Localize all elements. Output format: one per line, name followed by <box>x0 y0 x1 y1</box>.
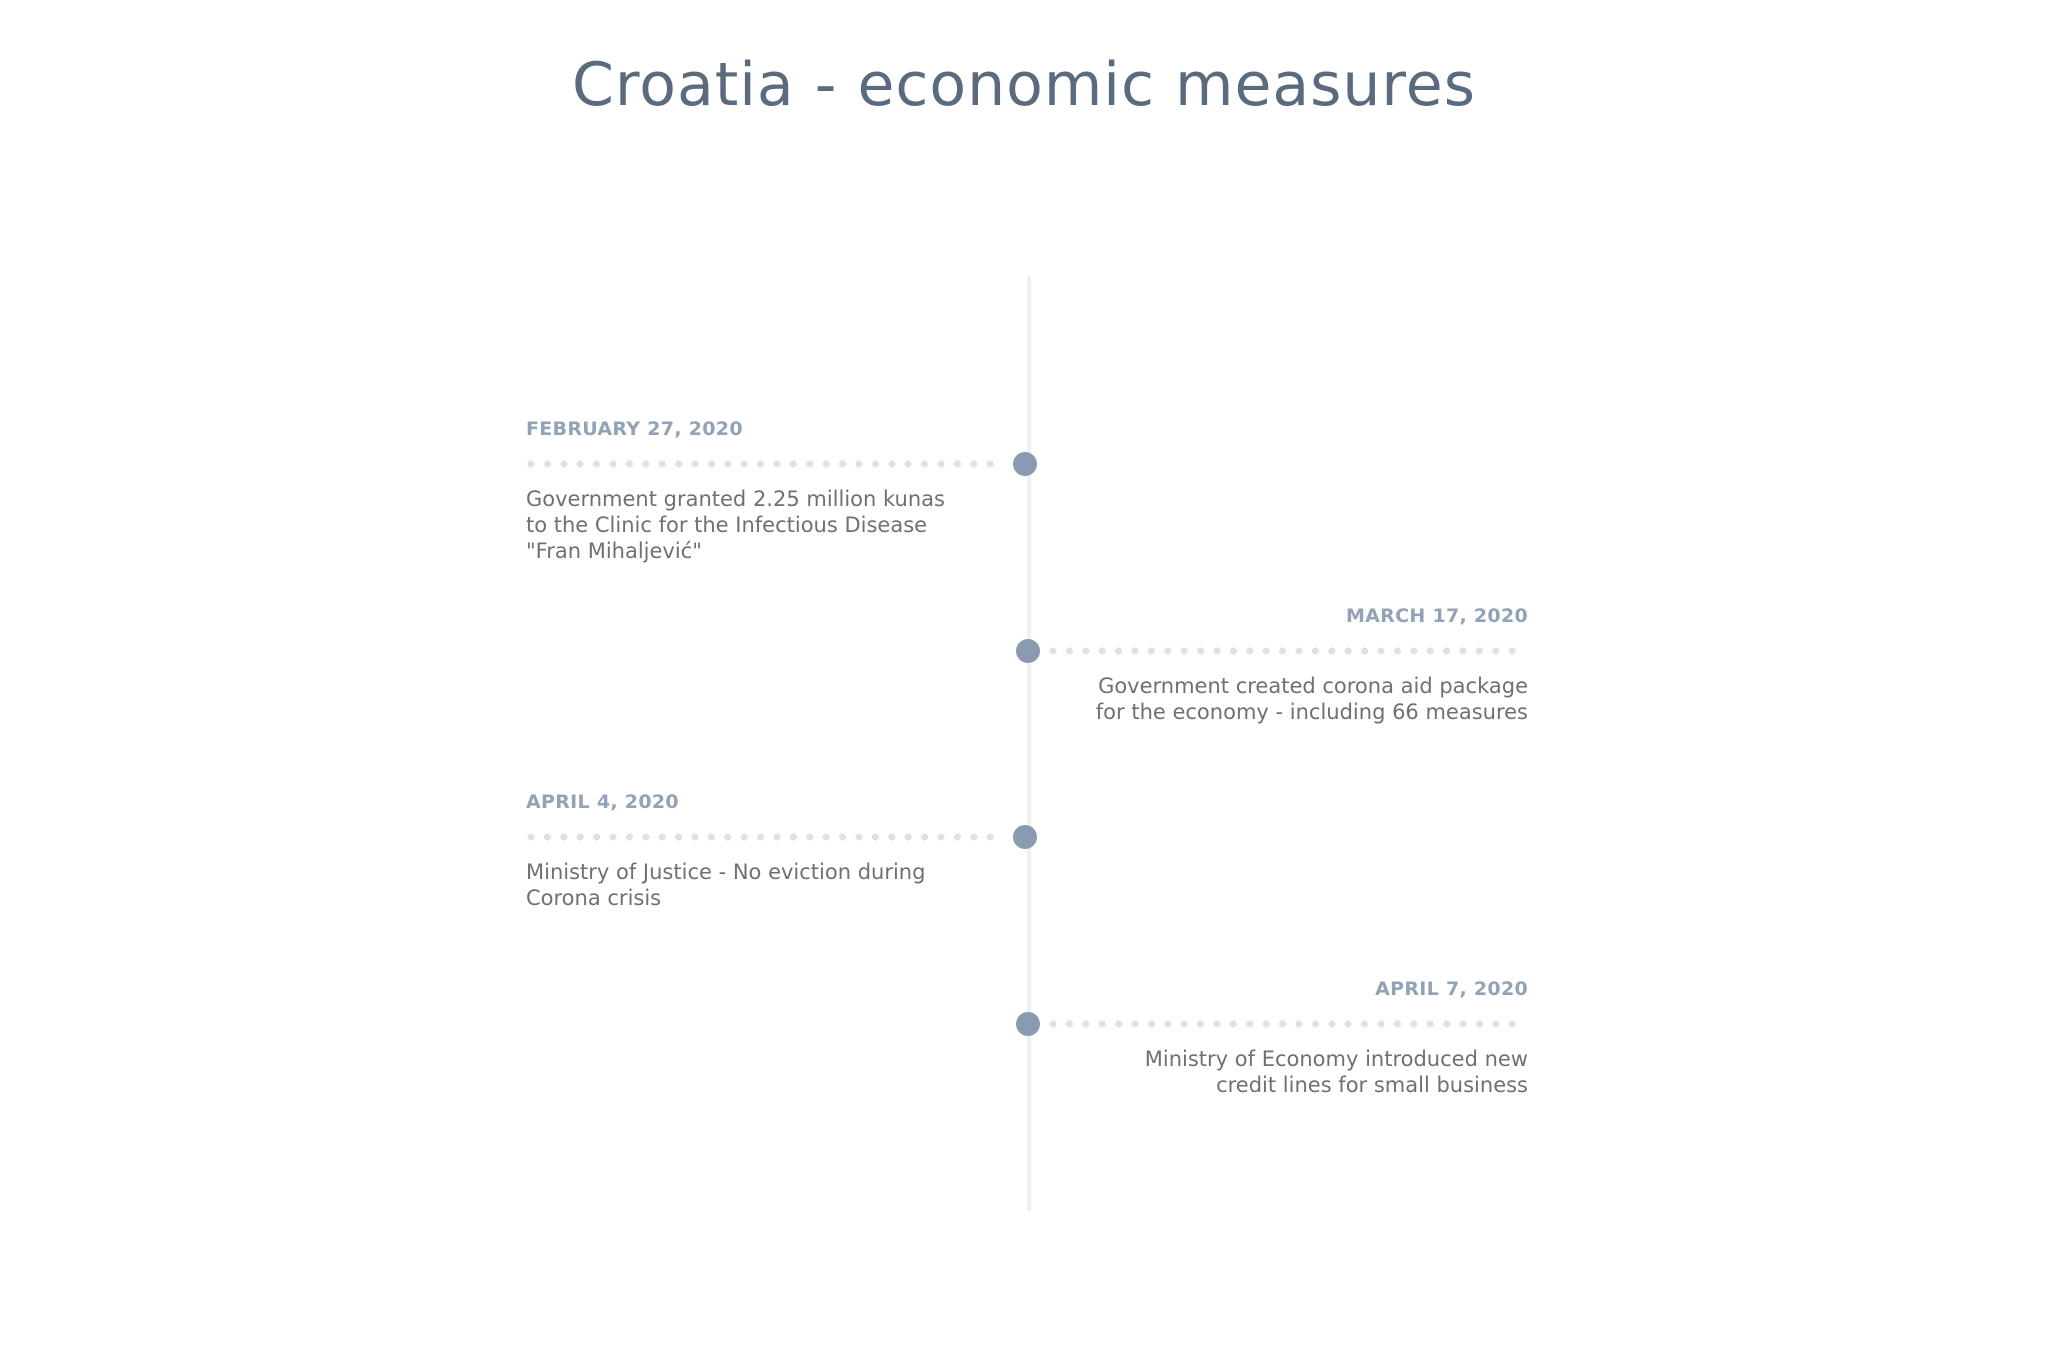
dotted-connector <box>1028 1018 1528 1030</box>
connector-dot <box>741 460 748 467</box>
connector-dot <box>1049 1020 1056 1027</box>
connector-dot <box>527 833 534 840</box>
connector-dot <box>823 833 830 840</box>
connector-dot <box>560 833 567 840</box>
connector-dot <box>1492 647 1499 654</box>
connector-dot <box>1230 1020 1237 1027</box>
connector-dot <box>921 460 928 467</box>
connector-dot <box>659 460 666 467</box>
connector-dot <box>970 833 977 840</box>
connector-dot <box>708 833 715 840</box>
connector-dot <box>855 833 862 840</box>
connector-dot <box>593 460 600 467</box>
connector-dot <box>609 460 616 467</box>
connector-dot <box>1197 647 1204 654</box>
connector-dot <box>1394 1020 1401 1027</box>
connector-dot <box>675 460 682 467</box>
dotted-connector <box>1028 645 1528 657</box>
connector-dot <box>970 460 977 467</box>
connector-dot <box>1295 1020 1302 1027</box>
connector-dot <box>1263 1020 1270 1027</box>
connector-dot <box>937 460 944 467</box>
connector-dot <box>757 460 764 467</box>
connector-dot <box>1148 1020 1155 1027</box>
timeline-node <box>1016 1012 1040 1036</box>
timeline-node <box>1013 452 1037 476</box>
connector-dot <box>1443 647 1450 654</box>
connector-dot <box>593 833 600 840</box>
connector-dot <box>1082 1020 1089 1027</box>
connector-dot <box>839 833 846 840</box>
connector-dot <box>1099 1020 1106 1027</box>
connector-dot <box>1115 1020 1122 1027</box>
connector-dot <box>1394 647 1401 654</box>
connector-dot <box>1328 647 1335 654</box>
connector-dot <box>1246 647 1253 654</box>
connector-dot <box>1427 1020 1434 1027</box>
connector-dot <box>1295 647 1302 654</box>
event-description: Government granted 2.25 million kunas to the Clinic for the Infectious Disease "Fran Mihaljević" <box>526 487 945 563</box>
connector-dot <box>626 833 633 840</box>
event-date: FEBRUARY 27, 2020 <box>526 418 743 440</box>
connector-dot <box>1312 1020 1319 1027</box>
connector-dot <box>691 833 698 840</box>
connector-dot <box>921 833 928 840</box>
connector-dot <box>823 460 830 467</box>
connector-dot <box>773 460 780 467</box>
connector-dot <box>1197 1020 1204 1027</box>
connector-dot <box>741 833 748 840</box>
connector-dot <box>1361 1020 1368 1027</box>
connector-dot <box>1066 1020 1073 1027</box>
connector-dot <box>1279 647 1286 654</box>
connector-dot <box>675 833 682 840</box>
event-date: APRIL 7, 2020 <box>1375 978 1528 1000</box>
connector-dot <box>1509 647 1516 654</box>
connector-dot <box>1345 647 1352 654</box>
timeline-node <box>1013 825 1037 849</box>
connector-dot <box>577 460 584 467</box>
connector-dot <box>1213 647 1220 654</box>
connector-dot <box>839 460 846 467</box>
connector-dot <box>888 833 895 840</box>
event-description: Ministry of Justice - No eviction during Corona crisis <box>526 860 926 910</box>
connector-dot <box>1279 1020 1286 1027</box>
connector-dot <box>659 833 666 840</box>
connector-dot <box>1509 1020 1516 1027</box>
dotted-connector <box>526 458 1026 470</box>
connector-dot <box>1230 647 1237 654</box>
connector-dot <box>1312 647 1319 654</box>
connector-dot <box>642 833 649 840</box>
connector-dot <box>1148 647 1155 654</box>
connector-dot <box>1082 647 1089 654</box>
connector-dot <box>1427 647 1434 654</box>
connector-dot <box>1328 1020 1335 1027</box>
connector-dot <box>888 460 895 467</box>
connector-dot <box>1181 647 1188 654</box>
connector-dot <box>806 833 813 840</box>
connector-dot <box>560 460 567 467</box>
connector-dot <box>609 833 616 840</box>
connector-dot <box>626 460 633 467</box>
connector-dot <box>544 833 551 840</box>
connector-dot <box>855 460 862 467</box>
connector-dot <box>806 460 813 467</box>
connector-dot <box>691 460 698 467</box>
connector-dot <box>1099 647 1106 654</box>
connector-dot <box>1263 647 1270 654</box>
connector-dot <box>872 460 879 467</box>
event-description: Government created corona aid package for the economy - including 66 measures <box>1095 674 1528 724</box>
connector-dot <box>1345 1020 1352 1027</box>
connector-dot <box>1492 1020 1499 1027</box>
connector-dot <box>527 460 534 467</box>
connector-dot <box>773 833 780 840</box>
connector-dot <box>937 833 944 840</box>
connector-dot <box>642 460 649 467</box>
connector-dot <box>872 833 879 840</box>
connector-dot <box>987 833 994 840</box>
timeline-axis <box>1027 275 1031 1211</box>
connector-dot <box>1459 1020 1466 1027</box>
event-date: MARCH 17, 2020 <box>1345 605 1528 627</box>
connector-dot <box>790 460 797 467</box>
connector-dot <box>1476 1020 1483 1027</box>
connector-dot <box>1164 647 1171 654</box>
connector-dot <box>708 460 715 467</box>
connector-dot <box>1246 1020 1253 1027</box>
connector-dot <box>1410 647 1417 654</box>
connector-dot <box>544 460 551 467</box>
connector-dot <box>987 460 994 467</box>
connector-dot <box>790 833 797 840</box>
event-description: Ministry of Economy introduced new credit lines for small business <box>1144 1047 1528 1097</box>
connector-dot <box>1410 1020 1417 1027</box>
connector-dot <box>1131 1020 1138 1027</box>
connector-dot <box>1361 647 1368 654</box>
connector-dot <box>905 833 912 840</box>
connector-dot <box>757 833 764 840</box>
connector-dot <box>577 833 584 840</box>
connector-dot <box>1164 1020 1171 1027</box>
connector-dot <box>954 833 961 840</box>
timeline-node <box>1016 639 1040 663</box>
connector-dot <box>1131 647 1138 654</box>
connector-dot <box>1377 647 1384 654</box>
connector-dot <box>1115 647 1122 654</box>
connector-dot <box>1181 1020 1188 1027</box>
connector-dot <box>954 460 961 467</box>
connector-dot <box>905 460 912 467</box>
connector-dot <box>1049 647 1056 654</box>
connector-dot <box>724 833 731 840</box>
dotted-connector <box>526 831 1026 843</box>
connector-dot <box>1377 1020 1384 1027</box>
connector-dot <box>1213 1020 1220 1027</box>
page-title: Croatia - economic measures <box>572 50 1476 120</box>
event-date: APRIL 4, 2020 <box>526 791 679 813</box>
connector-dot <box>1443 1020 1450 1027</box>
connector-dot <box>1476 647 1483 654</box>
connector-dot <box>724 460 731 467</box>
connector-dot <box>1066 647 1073 654</box>
connector-dot <box>1459 647 1466 654</box>
